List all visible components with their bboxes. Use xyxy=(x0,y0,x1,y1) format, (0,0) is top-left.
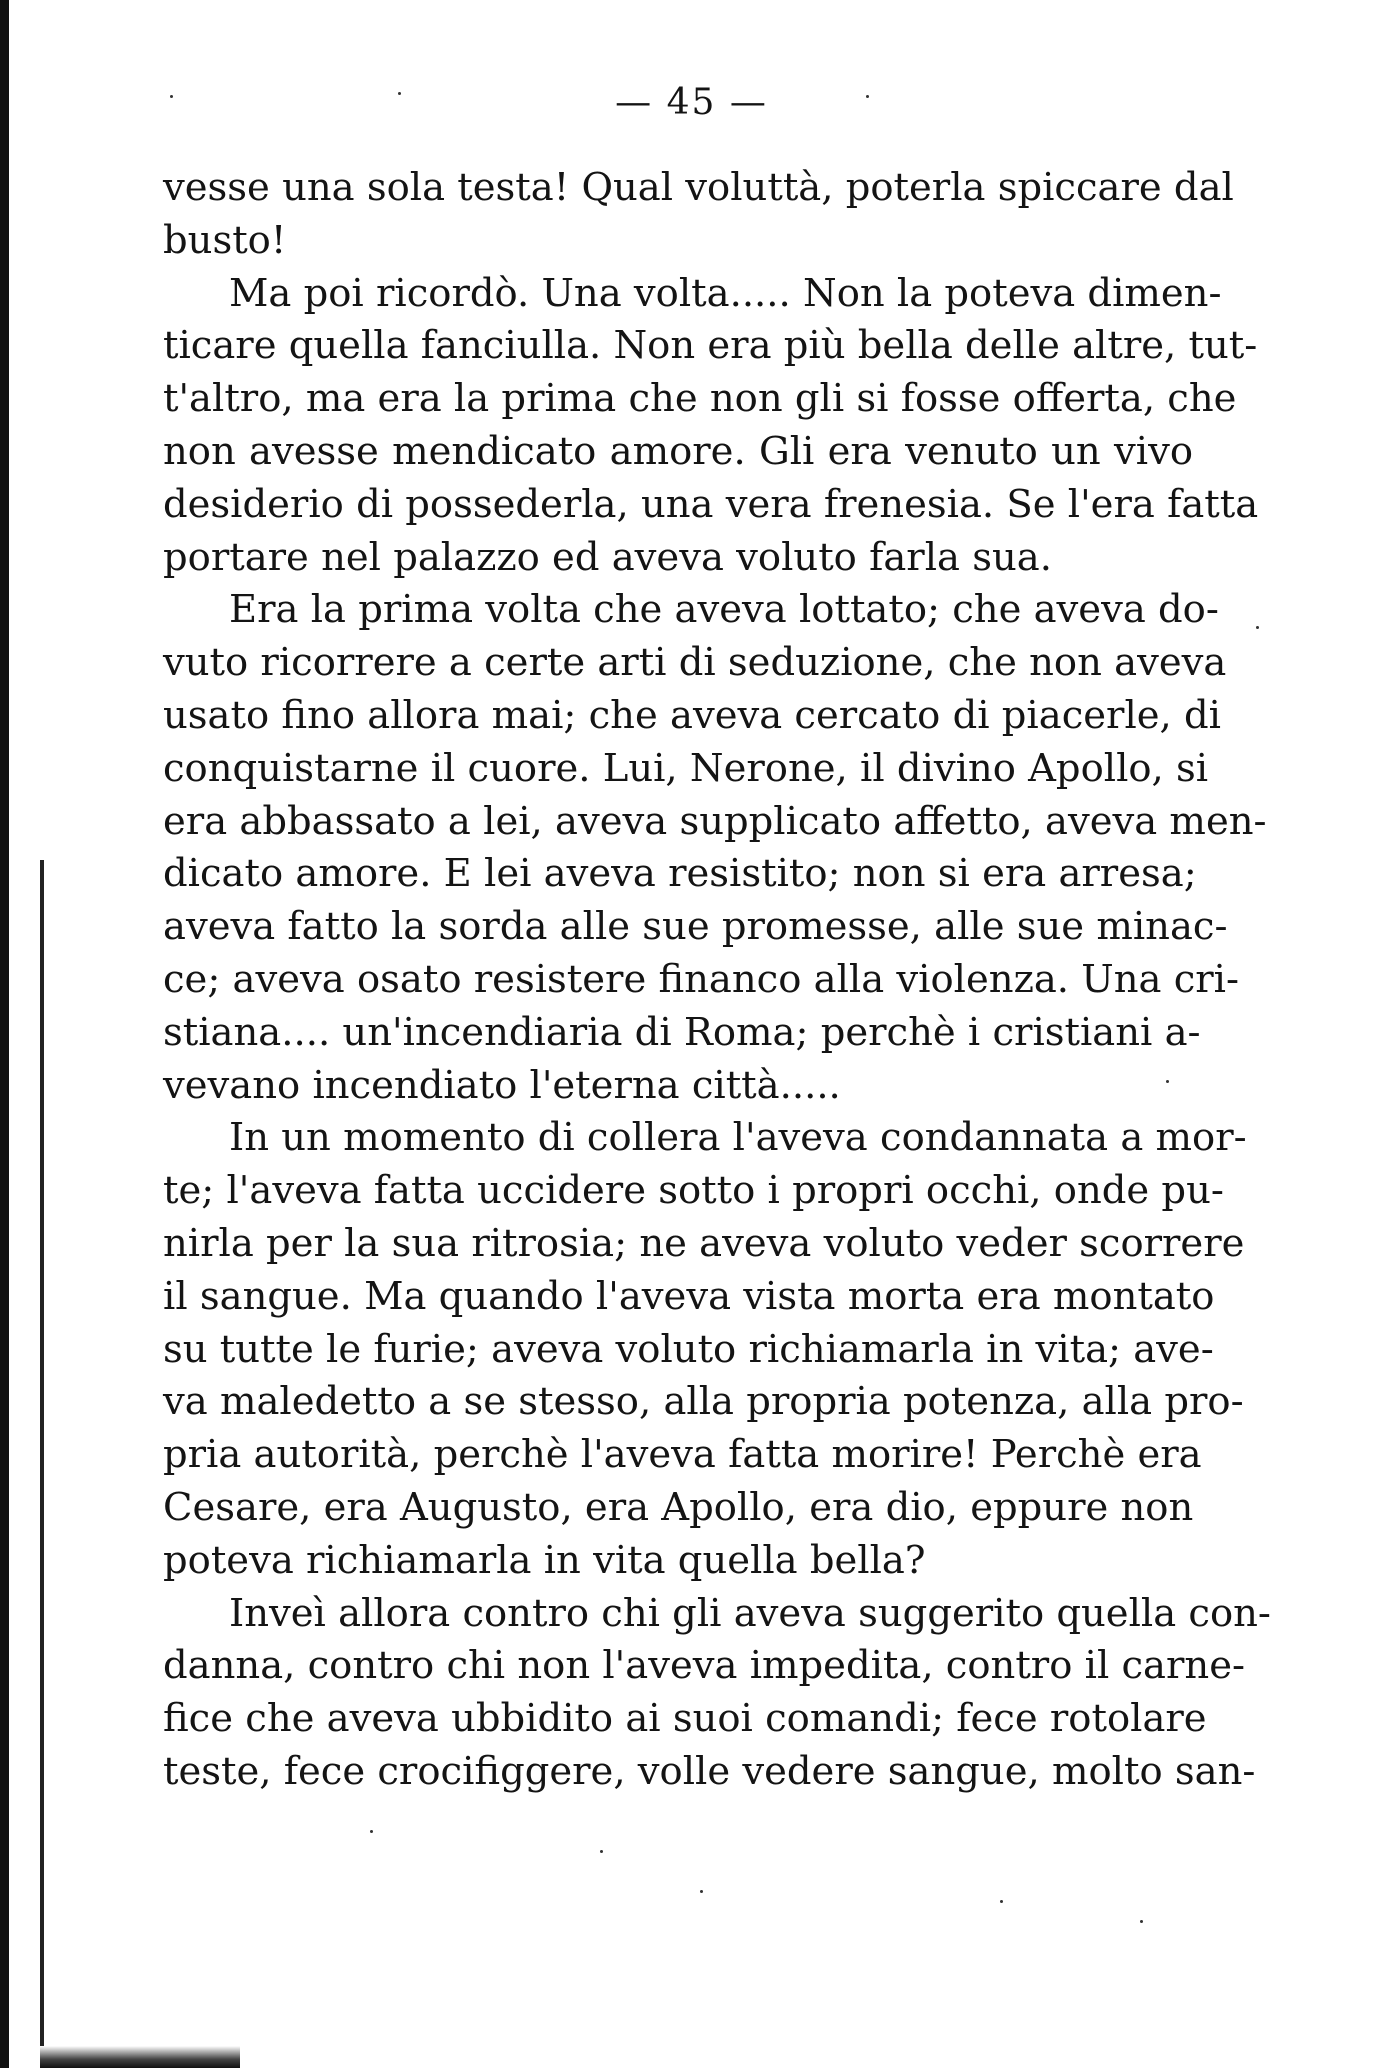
text-line: conquistarne il cuore. Lui, Nerone, il divino Apollo, si xyxy=(163,745,1209,791)
text-line: Cesare, era Augusto, era Apollo, era dio, eppure non xyxy=(163,1484,1194,1530)
text-line: Era la prima volta che aveva lottato; che aveva do- xyxy=(229,587,1219,633)
text-line: Inveì allora contro chi gli aveva suggerito quella con- xyxy=(229,1590,1271,1636)
text-line: t'altro, ma era la prima che non gli si fosse offerta, che xyxy=(163,376,1237,422)
text-line: va maledetto a se stesso, alla propria potenza, alla pro- xyxy=(163,1379,1244,1425)
text-line: fice che aveva ubbidito ai suoi comandi; fece rotolare xyxy=(163,1696,1207,1742)
text-line: te; l'aveva fatta uccidere sotto i propri occhi, onde pu- xyxy=(163,1168,1224,1214)
text-line: ce; aveva osato resistere financo alla violenza. Una cri- xyxy=(163,956,1240,1002)
text-line: aveva fatto la sorda alle sue promesse, alle sue minac- xyxy=(163,904,1228,950)
text-line: danna, contro chi non l'aveva impedita, contro il carne- xyxy=(163,1643,1246,1689)
text-line: teste, fece crocifiggere, volle vedere sangue, molto san- xyxy=(163,1748,1256,1794)
scan-speck xyxy=(370,1830,373,1833)
scan-border-inner xyxy=(40,860,44,2068)
scan-speck xyxy=(1140,1920,1143,1923)
scan-speck xyxy=(700,1890,703,1893)
text-line: pria autorità, perchè l'aveva fatta morire! Perchè era xyxy=(163,1432,1202,1478)
scan-speck xyxy=(1256,626,1259,629)
text-line: desiderio di possederla, una vera frenesia. Se l'era fatta xyxy=(163,481,1259,527)
text-line: il sangue. Ma quando l'aveva vista morta era montato xyxy=(163,1273,1215,1319)
scan-border-bottom xyxy=(40,2046,240,2068)
text-line: stiana.... un'incendiaria di Roma; perchè i cristiani a- xyxy=(163,1009,1201,1055)
text-line: Ma poi ricordò. Una volta..... Non la poteva dimen- xyxy=(229,270,1222,316)
text-line: ticare quella fanciulla. Non era più bella delle altre, tut- xyxy=(163,323,1258,369)
body-text xyxy=(163,162,1271,1799)
text-line: poteva richiamarla in vita quella bella? xyxy=(163,1537,926,1583)
text-line: usato fino allora mai; che aveva cercato di piacerle, di xyxy=(163,692,1221,738)
text-line: non avesse mendicato amore. Gli era venuto un vivo xyxy=(163,428,1193,474)
text-line: su tutte le furie; aveva voluto richiamarla in vita; ave- xyxy=(163,1326,1214,1372)
text-line: vevano incendiato l'eterna città..... xyxy=(163,1062,841,1108)
page-number: — 45 — xyxy=(615,82,768,123)
scan-border-left xyxy=(0,0,9,2068)
text-line: vuto ricorrere a certe arti di seduzione, che non aveva xyxy=(163,640,1227,686)
text-line: era abbassato a lei, aveva supplicato affetto, aveva men- xyxy=(163,798,1267,844)
text-line: nirla per la sua ritrosia; ne aveva voluto veder scorrere xyxy=(163,1220,1245,1266)
text-line: vesse una sola testa! Qual voluttà, poterla spiccare dal xyxy=(163,165,1234,210)
scan-speck xyxy=(1000,1900,1003,1903)
text-line: In un momento di collera l'aveva condannata a mor- xyxy=(229,1115,1247,1161)
scan-speck xyxy=(600,1850,603,1853)
text-line: busto! xyxy=(163,217,287,263)
text-line: portare nel palazzo ed aveva voluto farla sua. xyxy=(163,534,1052,580)
text-line: dicato amore. E lei aveva resistito; non si era arresa; xyxy=(163,851,1197,897)
